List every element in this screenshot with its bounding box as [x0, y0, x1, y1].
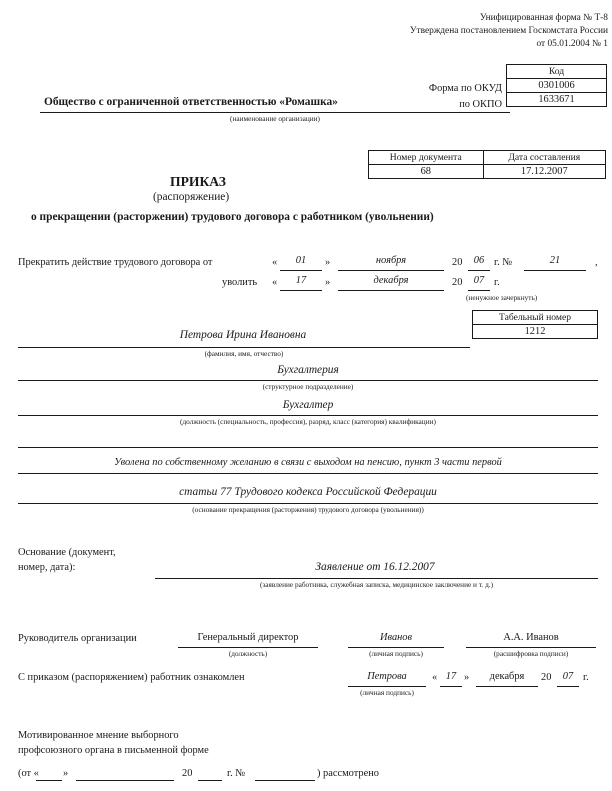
union-year-rule: [198, 780, 222, 781]
document-table: [368, 150, 606, 179]
employee-fio-caption: (фамилия, имя, отчество): [204, 349, 284, 358]
terminate-year-rule: [468, 270, 490, 271]
personnel-number-header-row: [473, 311, 598, 325]
basis-label-line-1: Основание (документ,: [18, 547, 116, 558]
organization-caption: (наименование организации): [230, 114, 320, 123]
acknowledge-quote-close: »: [464, 672, 470, 683]
organization-name: Общество с ограниченной ответственностью «Ромашка»: [44, 96, 338, 108]
acknowledge-label: С приказом (распоряжением) работник ознакомлен: [18, 672, 245, 683]
personnel-number-value: 1212: [473, 325, 598, 339]
reason-caption: (основание прекращения (расторжения) трудового договора (увольнения)): [192, 505, 424, 514]
code-table-row: [507, 93, 607, 107]
code-table: [506, 64, 607, 107]
basis-label-line-2: номер, дата):: [18, 562, 76, 573]
terminate-year: 06: [473, 255, 485, 266]
employee-department-caption: (структурное подразделение): [262, 382, 354, 391]
union-year-prefix: 20: [182, 768, 193, 779]
terminate-number-rule: [524, 270, 586, 271]
reason-blank-rule: [18, 447, 598, 448]
acknowledge-month: декабря: [489, 671, 525, 682]
union-from-open: (от «: [18, 768, 39, 779]
union-line-2: профсоюзного органа в письменной форме: [18, 745, 209, 756]
personnel-number-value-row: [473, 325, 598, 339]
document-date-value: 17.12.2007: [483, 165, 605, 179]
okud-label: Форма по ОКУД: [428, 83, 502, 94]
acknowledge-signature-caption: (личная подпись): [360, 688, 414, 697]
dismiss-year-rule: [468, 290, 490, 291]
terminate-comma: ,: [595, 257, 598, 268]
personnel-number-table: [472, 310, 598, 339]
okud-value: 0301006: [507, 79, 607, 93]
head-signature: Иванов: [380, 632, 412, 643]
reason-line-1-rule: [18, 473, 598, 474]
acknowledge-year-suffix: г.: [583, 672, 589, 683]
union-from-close: »: [63, 768, 69, 779]
employee-department: Бухгалтерия: [277, 364, 339, 376]
terminate-day: 01: [295, 255, 307, 266]
acknowledge-quote-open: «: [432, 672, 438, 683]
union-line-1: Мотивированное мнение выборного: [18, 730, 179, 741]
code-table-header: Код: [507, 65, 607, 79]
union-year-suffix: г. №: [227, 768, 246, 779]
basis-caption: (заявление работника, служебная записка, медицинское заключение и т. д.): [259, 580, 494, 589]
head-name-rule: [466, 647, 596, 648]
acknowledge-day: 17: [445, 671, 457, 682]
union-tail: ) рассмотрено: [317, 768, 379, 779]
document-table-header-row: [369, 151, 606, 165]
form-header-line-3: от 05.01.2004 № 1: [536, 39, 608, 49]
personnel-number-header: Табельный номер: [473, 311, 598, 325]
dismiss-year-suffix: г.: [494, 277, 500, 288]
union-month-rule: [76, 780, 174, 781]
head-signature-rule: [348, 647, 444, 648]
okpo-label: по ОКПО: [459, 99, 502, 110]
form-header-line-2: Утверждена постановлением Госкомстата России: [409, 26, 608, 36]
document-table-value-row: [369, 165, 606, 179]
head-signature-caption: (личная подпись): [369, 649, 423, 658]
acknowledge-day-rule: [440, 686, 462, 687]
code-table-row: [507, 79, 607, 93]
dismiss-caption: (ненужное зачеркнуть): [466, 293, 538, 302]
document-date-header: Дата составления: [483, 151, 605, 165]
dismiss-quote-open: «: [272, 277, 278, 288]
dismiss-quote-close: »: [325, 277, 331, 288]
employee-position: Бухгалтер: [282, 399, 334, 411]
terminate-label: Прекратить действие трудового договора от: [18, 257, 213, 268]
dismiss-year-prefix: 20: [452, 277, 463, 288]
terminate-month-rule: [338, 270, 444, 271]
acknowledge-year: 07: [562, 671, 574, 682]
acknowledge-year-rule: [557, 686, 579, 687]
dismiss-year: 07: [473, 275, 485, 286]
union-day-rule: [36, 780, 62, 781]
dismiss-label: уволить: [222, 277, 258, 288]
terminate-year-suffix: г. №: [494, 257, 513, 268]
document-number-header: Номер документа: [369, 151, 484, 165]
terminate-quote-close: »: [325, 257, 331, 268]
terminate-quote-open: «: [272, 257, 278, 268]
code-table-header-row: [507, 65, 607, 79]
document-number-value: 68: [369, 165, 484, 179]
acknowledge-month-rule: [476, 686, 538, 687]
acknowledge-signature-rule: [348, 686, 426, 687]
reason-line-2: статьи 77 Трудового кодекса Российской Федерации: [179, 486, 437, 498]
acknowledge-signature: Петрова: [367, 671, 407, 682]
acknowledge-year-prefix: 20: [541, 672, 552, 683]
page-subtitle: (распоряжение): [153, 191, 230, 203]
form-header-line-1: Унифицированная форма № Т-8: [479, 13, 608, 23]
employee-position-caption: (должность (специальность, профессия), разряд, класс (категория) квалификации): [180, 417, 436, 426]
okpo-value: 1633671: [507, 93, 607, 107]
terminate-year-prefix: 20: [452, 257, 463, 268]
employee-fio: Петрова Ирина Ивановна: [179, 329, 307, 341]
union-number-rule: [255, 780, 315, 781]
head-name-caption: (расшифровка подписи): [493, 649, 569, 658]
terminate-month: ноября: [375, 255, 407, 266]
head-label: Руководитель организации: [18, 633, 137, 644]
dismiss-day: 17: [295, 275, 307, 286]
terminate-number: 21: [549, 255, 561, 266]
dismiss-day-rule: [280, 290, 322, 291]
head-position: Генеральный директор: [197, 632, 299, 643]
page-about: о прекращении (расторжении) трудового договора с работником (увольнении): [31, 211, 434, 223]
head-position-rule: [178, 647, 318, 648]
dismiss-month-rule: [338, 290, 444, 291]
reason-line-1: Уволена по собственному желанию в связи с выходом на пенсию, пункт 3 части первой: [114, 457, 502, 468]
dismiss-month: декабря: [373, 275, 409, 286]
head-position-caption: (должность): [228, 649, 268, 658]
basis-value: Заявление от 16.12.2007: [315, 561, 435, 573]
head-name: А.А. Иванов: [503, 632, 559, 643]
terminate-day-rule: [280, 270, 322, 271]
page-title: ПРИКАЗ: [170, 174, 226, 189]
